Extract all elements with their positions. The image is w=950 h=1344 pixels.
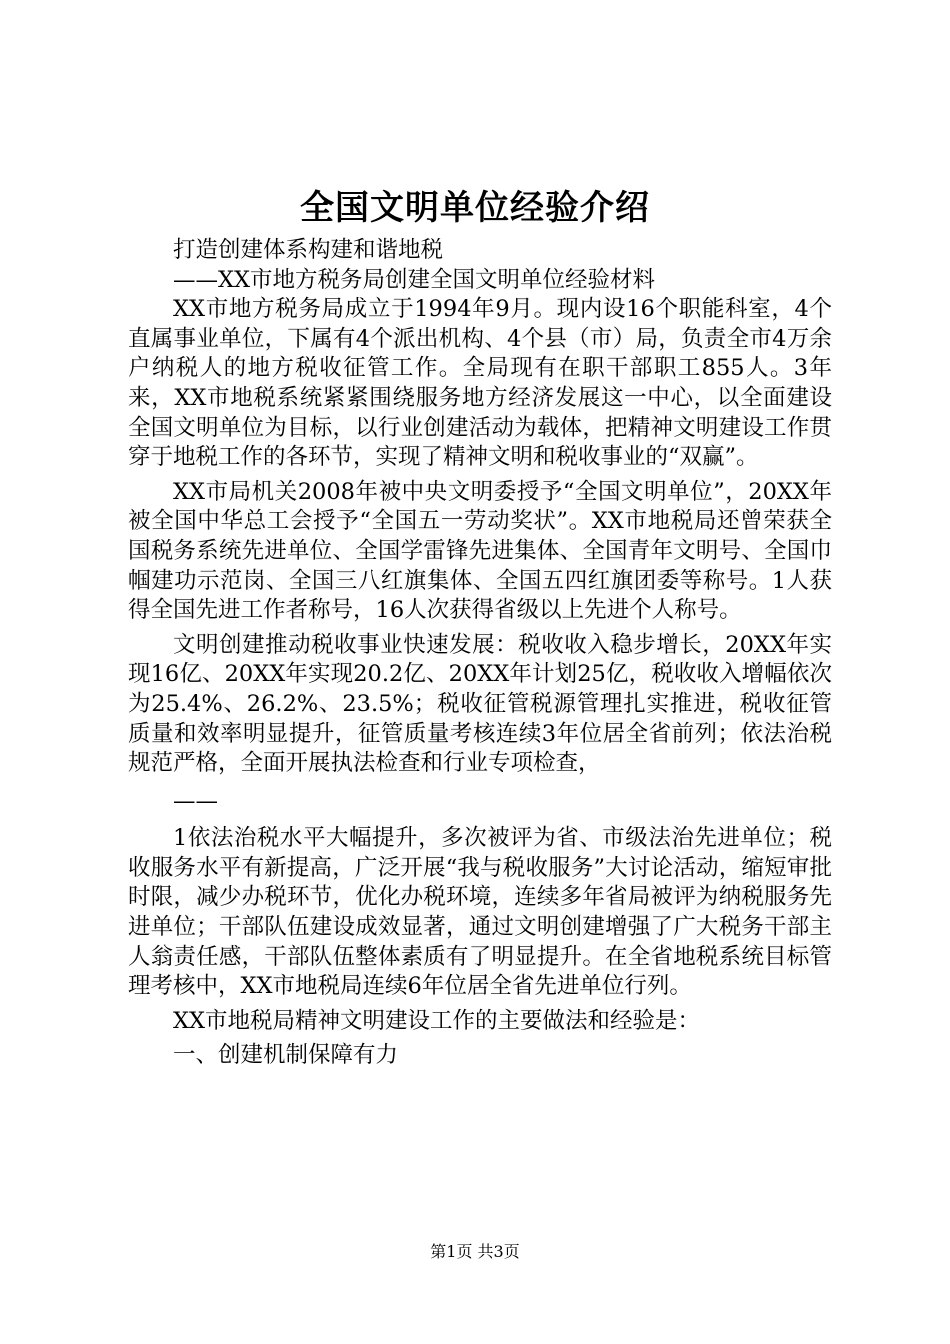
page-footer: 第1页 共3页 xyxy=(430,1242,520,1261)
paragraph-dash: —— xyxy=(173,787,218,814)
paragraph-methods-intro: XX市地税局精神文明建设工作的主要做法和经验是： xyxy=(173,1007,701,1034)
subtitle-line: 打造创建体系构建和谐地税 xyxy=(173,237,444,263)
paragraph-honors: XX市局机关2008年被中央文明委授予“全国文明单位”，20XX年被全国中华总工会授予“全国五一劳动奖状”。XX市地税局还曾荣获全国税务系统先进单位、全国学雷锋先进集体、全国青年文明号、全国巾帼建功示范岗、全国三八红旗集体、全国五四红旗团委等称号。1人获得全国先进工作者称号，16人次获得省级以上先进个人称号。 xyxy=(128,478,832,624)
paragraph-development: 文明创建推动税收事业快速发展：税收收入稳步增长，20XX年实现16亿、20XX年实现20.2亿、20XX年计划25亿，税收收入增幅依次为25.4%、26.2%、23.5%；税收征管税源管理扎实推进，税收征管质量和效率明显提升，征管质量考核连续3年位居全省前列；依法治税规范严格，全面开展执法检查和行业专项检查， xyxy=(128,631,832,777)
paragraph-intro: XX市地方税务局成立于1994年9月。现内设16个职能科室，4个直属事业单位，下属有4个派出机构、4个县（市）局，负责全市4万余户纳税人的地方税收征管工作。全局现有在职干部职工855人。3年来，XX市地税系统紧紧围绕服务地方经济发展这一中心，以全面建设全国文明单位为目标，以行业创建活动为载体，把精神文明建设工作贯穿于地税工作的各环节，实现了精神文明和税收事业的“双赢”。 xyxy=(128,296,832,471)
section-heading-1: 一、创建机制保障有力 xyxy=(173,1042,399,1069)
document-title: 全国文明单位经验介绍 xyxy=(300,188,650,228)
paragraph-achievements: 1依法治税水平大幅提升，多次被评为省、市级法治先进单位；税收服务水平有新提高，广泛开展“我与税收服务”大讨论活动，缩短审批时限，减少办税环节，优化办税环境，连续多年省局被评为纳税服务先进单位；干部队伍建设成效显著，通过文明创建增强了广大税务干部主人翁责任感，干部队伍整体素质有了明显提升。在全省地税系统目标管理考核中，XX市地税局连续6年位居全省先进单位行列。 xyxy=(128,825,832,1000)
subtitle-source-line: ——XX市地方税务局创建全国文明单位经验材料 xyxy=(173,266,656,293)
document-body xyxy=(128,236,832,1071)
